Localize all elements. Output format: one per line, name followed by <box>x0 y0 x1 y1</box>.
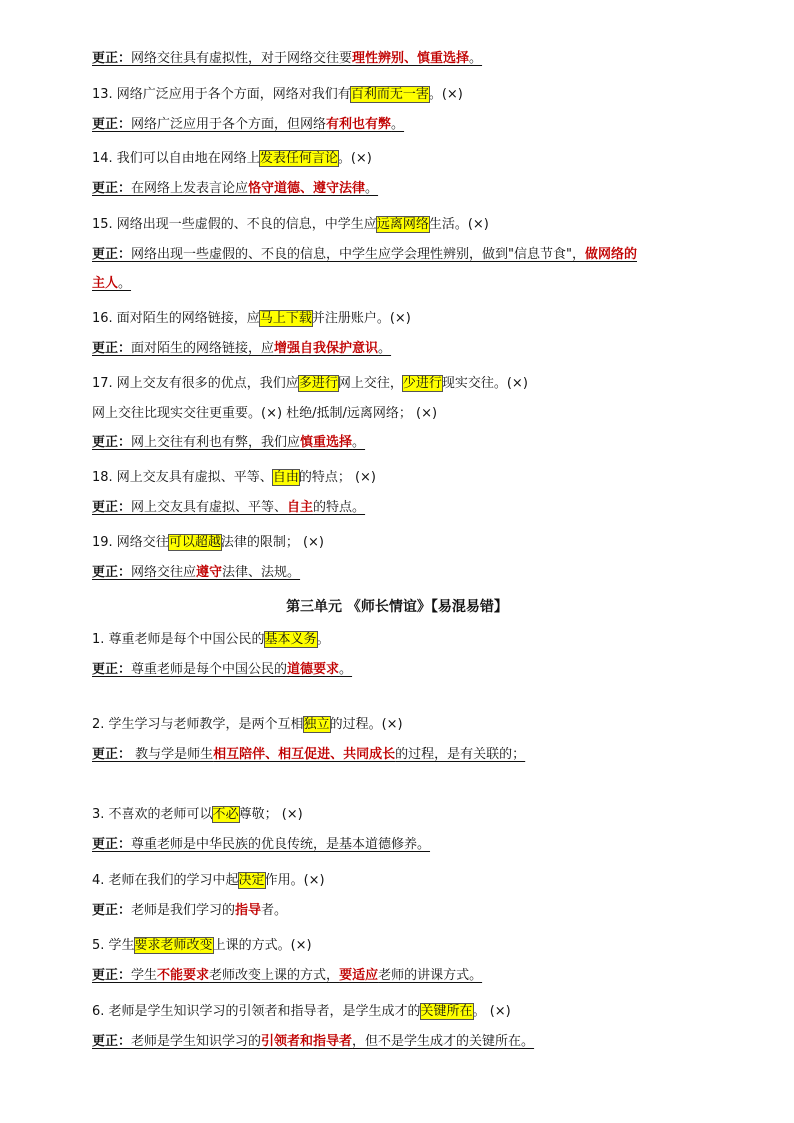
text-segment: 17. 网上交友有很多的优点，我们应 <box>92 376 299 391</box>
correction-label: 更正： <box>92 903 132 918</box>
correct-answer: 相互陪伴、相互促进、共同成长 <box>213 747 396 762</box>
correction-label: 更正： <box>92 247 132 262</box>
correction-label: 更正： <box>92 1034 132 1049</box>
text-segment: 尊重老师是中华民族的优良传统，是基本道德修养。 <box>131 837 431 852</box>
text-segment: 1. 尊重老师是每个中国公民的 <box>92 632 265 647</box>
text-segment: 2. 学生学习与老师教学，是两个互相 <box>92 717 304 732</box>
text-segment: 网上交友具有虚拟、平等、 <box>131 500 288 515</box>
text-segment: ，但不是学生成才的关键所在。 <box>352 1034 535 1049</box>
text-segment: 的特点。 <box>313 500 366 515</box>
text-segment: 老师是学生知识学习的 <box>131 1034 262 1049</box>
text-segment: 网络广泛应用于各个方面，但网络 <box>131 117 327 132</box>
text-segment: 老师是我们学习的 <box>131 903 236 918</box>
text-segment: 尊重老师是每个中国公民的 <box>131 662 288 677</box>
correct-answer: 自主 <box>287 500 314 515</box>
text-segment: 网上交往， <box>337 376 403 391</box>
highlighted-error: 关键所在 <box>420 1004 473 1019</box>
correct-answer: 遵守 <box>196 565 223 580</box>
text-segment: 16. 面对陌生的网络链接，应 <box>92 311 260 326</box>
text-segment: 4. 老师在我们的学习中起 <box>92 873 239 888</box>
text-segment: 。(×) <box>428 87 463 102</box>
text-segment: 。 <box>118 276 132 291</box>
correct-answer: 恪守道德、遵守法律 <box>248 181 366 196</box>
correction-line <box>92 746 525 764</box>
text-segment: 生活。(×) <box>428 217 489 232</box>
text-segment: 。 <box>391 117 405 132</box>
text-segment: 。 <box>316 632 330 647</box>
text-segment: 。 <box>378 341 392 356</box>
text-segment: 法律、法规。 <box>222 565 301 580</box>
correction-label: 更正： <box>92 117 132 132</box>
statement-line <box>92 716 403 734</box>
correct-answer: 指导 <box>235 903 262 918</box>
statement-line <box>92 150 372 168</box>
statement-line <box>92 937 312 955</box>
text-segment: 上课的方式。(×) <box>212 938 312 953</box>
correction-line <box>92 50 482 68</box>
text-segment: 老师的讲课方式。 <box>378 968 483 983</box>
text-segment: 3. 不喜欢的老师可以 <box>92 807 213 822</box>
correct-answer: 不能要求 <box>157 968 210 983</box>
text-segment: 第三单元 《师长情谊》【易混易错】 <box>286 599 508 615</box>
statement-line <box>92 405 437 423</box>
statement-line <box>92 631 330 649</box>
statement-line <box>92 872 325 890</box>
correction-label: 更正： <box>92 181 132 196</box>
text-segment: 14. 我们可以自由地在网络上 <box>92 151 260 166</box>
highlighted-error: 少进行 <box>402 376 442 391</box>
text-segment: 网上交往比现实交往更重要。(×) 杜绝/抵制/远离网络； (×) <box>92 406 438 421</box>
correct-answer: 道德要求 <box>287 662 340 677</box>
correction-label: 更正： <box>92 747 132 762</box>
text-segment: 的过程。(×) <box>329 717 403 732</box>
correction-line <box>92 340 391 358</box>
highlighted-error: 要求老师改变 <box>134 938 213 953</box>
text-segment: 尊敬； (×) <box>238 807 303 822</box>
correction-label: 更正： <box>92 435 132 450</box>
correction-line <box>92 246 637 264</box>
text-segment: 的过程，是有关联的； <box>395 747 526 762</box>
correct-answer: 慎重选择 <box>300 435 353 450</box>
text-segment: 18. 网上交友具有虚拟、平等、 <box>92 470 273 485</box>
text-segment: 教与学是师生 <box>131 747 214 762</box>
correction-label: 更正： <box>92 662 132 677</box>
section-heading <box>0 598 794 616</box>
text-segment: 老师改变上课的方式， <box>209 968 340 983</box>
highlighted-error: 独立 <box>303 717 330 732</box>
text-segment: 现实交往。(×) <box>441 376 528 391</box>
statement-line <box>92 1003 511 1021</box>
text-segment: 面对陌生的网络链接，应 <box>131 341 275 356</box>
text-segment: 6. 老师是学生知识学习的引领者和指导者，是学生成才的 <box>92 1004 421 1019</box>
statement-line <box>92 534 324 552</box>
correction-line <box>92 661 352 679</box>
text-segment: 的特点； (×) <box>298 470 376 485</box>
text-segment: 。 (×) <box>472 1004 511 1019</box>
correct-answer: 增强自我保护意识 <box>274 341 379 356</box>
text-segment: 15. 网络出现一些虚假的、不良的信息，中学生应 <box>92 217 377 232</box>
correct-answer: 做网络的 <box>584 247 637 262</box>
highlighted-error: 决定 <box>238 873 265 888</box>
text-segment: 法律的限制； (×) <box>220 535 324 550</box>
highlighted-error: 基本义务 <box>264 632 317 647</box>
text-segment: 19. 网络交往 <box>92 535 169 550</box>
highlighted-error: 自由 <box>272 470 299 485</box>
highlighted-error: 百利而无一害 <box>350 87 429 102</box>
text-segment: 13. 网络广泛应用于各个方面，网络对我们有 <box>92 87 351 102</box>
statement-line <box>92 216 489 234</box>
highlighted-error: 多进行 <box>298 376 338 391</box>
correct-answer: 要适应 <box>339 968 379 983</box>
correct-answer: 理性辨别、慎重选择 <box>352 51 470 66</box>
highlighted-error: 远离网络 <box>376 217 429 232</box>
text-segment: 在网络上发表言论应 <box>131 181 249 196</box>
text-segment: 并注册账户。(×) <box>311 311 411 326</box>
correction-label: 更正： <box>92 341 132 356</box>
correction-line <box>92 499 365 517</box>
correct-answer: 引领者和指导者 <box>261 1034 353 1049</box>
text-segment: 。(×) <box>337 151 372 166</box>
correction-line <box>92 434 365 452</box>
statement-line <box>92 310 411 328</box>
statement-line <box>92 375 528 393</box>
correction-line <box>92 902 287 920</box>
correction-label: 更正： <box>92 565 132 580</box>
text-segment: 。 <box>339 662 353 677</box>
correction-line <box>92 967 482 985</box>
statement-line <box>92 806 303 824</box>
text-segment: 网络交往具有虚拟性，对于网络交往要 <box>131 51 353 66</box>
highlighted-error: 不必 <box>212 807 239 822</box>
statement-line <box>92 469 376 487</box>
text-segment: 。 <box>352 435 366 450</box>
text-segment: 网络交往应 <box>131 565 197 580</box>
correction-line <box>92 564 300 582</box>
correction-line <box>92 275 131 293</box>
correct-answer: 有利也有弊 <box>326 117 392 132</box>
text-segment: 。 <box>365 181 379 196</box>
correction-line <box>92 116 404 134</box>
highlighted-error: 可以超越 <box>168 535 221 550</box>
correction-label: 更正： <box>92 968 132 983</box>
correction-label: 更正： <box>92 837 132 852</box>
correction-line <box>92 180 378 198</box>
correction-label: 更正： <box>92 500 132 515</box>
statement-line <box>92 86 463 104</box>
text-segment: 学生 <box>131 968 158 983</box>
highlighted-error: 马上下载 <box>259 311 312 326</box>
correction-line <box>92 1033 534 1051</box>
text-segment: 网上交往有利也有弊，我们应 <box>131 435 301 450</box>
text-segment: 5. 学生 <box>92 938 135 953</box>
correct-answer: 主人 <box>92 276 119 291</box>
text-segment: 网络出现一些虚假的、不良的信息，中学生应学会理性辨别，做到"信息节食"， <box>131 247 585 262</box>
correction-label: 更正： <box>92 51 132 66</box>
text-segment: 作用。(×) <box>264 873 325 888</box>
text-segment: 者。 <box>261 903 288 918</box>
text-segment: 。 <box>469 51 483 66</box>
highlighted-error: 发表任何言论 <box>259 151 338 166</box>
correction-line <box>92 836 430 854</box>
